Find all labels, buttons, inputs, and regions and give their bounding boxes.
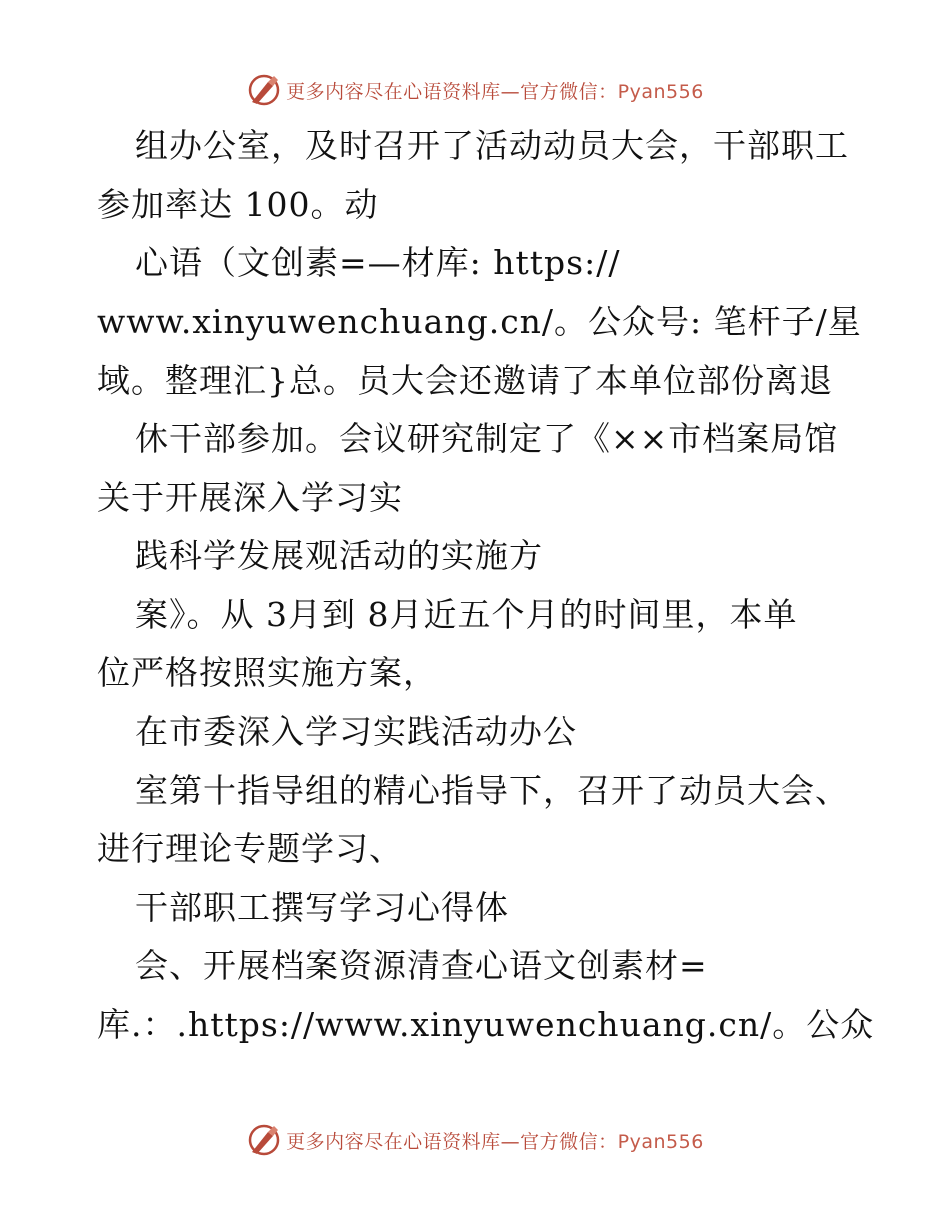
body-line: www.xinyuwenchuang.cn/。公众号: 笔杆子/星 xyxy=(97,302,862,341)
header-banner-label: 更多内容尽在心语资料库—官方微信： xyxy=(286,80,618,103)
body-line: 案》。从 3月到 8月近五个月的时间里，本单 xyxy=(135,595,798,634)
body-line: 践科学发展观活动的实施方 xyxy=(135,536,543,575)
footer-banner xyxy=(0,1120,950,1160)
body-line: 域。整理汇}总。员大会还邀请了本单位部份离退 xyxy=(97,361,833,400)
footer-banner-text xyxy=(286,1127,704,1154)
body-line: 心语（文创素=—材库: https:// xyxy=(135,243,621,282)
body-line: 关于开展深入学习实 xyxy=(97,478,403,517)
body-line: 组办公室，及时召开了活动动员大会，干部职工 xyxy=(135,126,849,165)
body-line: 室第十指导组的精心指导下，召开了动员大会、 xyxy=(135,771,849,810)
body-line: 位严格按照实施方案， xyxy=(97,653,437,692)
body-line: 在市委深入学习实践活动办公 xyxy=(135,712,577,751)
body-line: 参加率达 100。动 xyxy=(97,185,379,224)
header-banner xyxy=(0,70,950,110)
header-banner-text xyxy=(286,77,704,104)
footer-banner-label: 更多内容尽在心语资料库—官方微信： xyxy=(286,1130,618,1153)
pen-logo-icon xyxy=(246,72,282,108)
body-line: 进行理论专题学习、 xyxy=(97,829,403,868)
body-line: 库.：.https://www.xinyuwenchuang.cn/。公众 xyxy=(97,1005,875,1044)
header-wechat-id: Pyan556 xyxy=(617,80,704,103)
body-line: 干部职工撰写学习心得体 xyxy=(135,888,509,927)
body-line: 休干部参加。会议研究制定了《××市档案局馆 xyxy=(135,419,839,458)
body-line: 会、开展档案资源清查心语文创素材= xyxy=(135,946,708,985)
pen-logo-icon xyxy=(246,1122,282,1158)
footer-wechat-id: Pyan556 xyxy=(617,1130,704,1153)
